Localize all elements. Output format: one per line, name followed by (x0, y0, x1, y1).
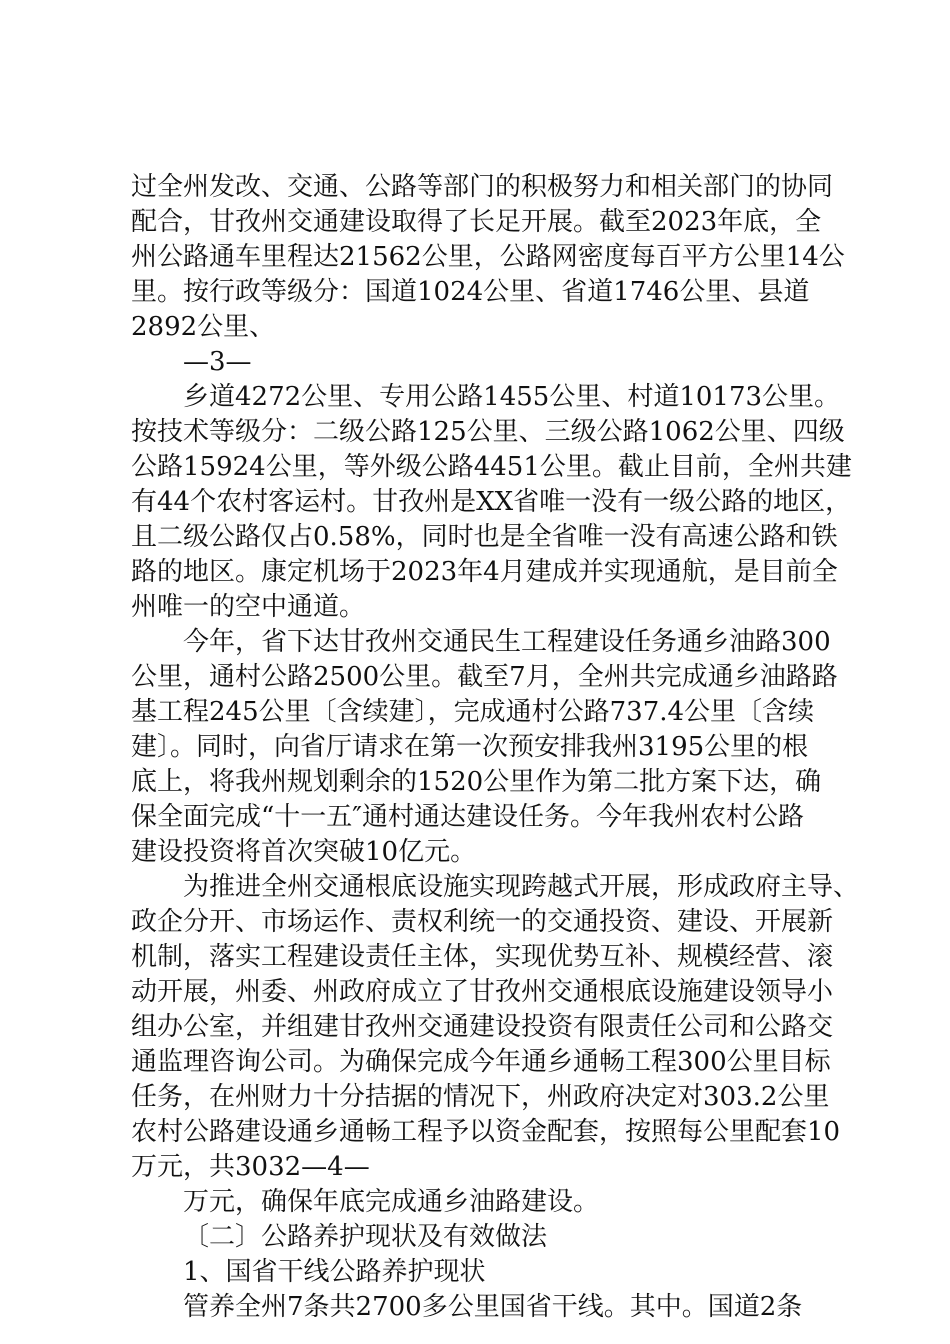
text-line: 按技术等级分：二级公路125公里、三级公路1062公里、四级 (131, 417, 845, 447)
text-line: 公里，通村公路2500公里。截至7月，全州共完成通乡油路路 (131, 662, 838, 692)
text-line: 建设投资将首次突破10亿元。 (131, 837, 477, 867)
text-line: 底上，将我州规划剩余的1520公里作为第二批方案下达，确 (131, 767, 822, 797)
text-line: 保全面完成“十一五″通村通达建设任务。今年我州农村公路 (131, 802, 805, 832)
text-line: 建〕。同时，向省厅请求在第一次预安排我州3195公里的根 (131, 732, 809, 762)
text-line: 万元，确保年底完成通乡油路建设。 (183, 1187, 600, 1217)
text-line: 动开展，州委、州政府成立了甘孜州交通根底设施建设领导小 (131, 977, 834, 1007)
text-line: 里。按行政等级分：国道1024公里、省道1746公里、县道 (131, 277, 810, 307)
text-line: 州公路通车里程达21562公里，公路网密度每百平方公里14公 (131, 242, 845, 272)
text-line: 今年，省下达甘孜州交通民生工程建设任务通乡油路300 (183, 627, 831, 657)
text-line: 过全州发改、交通、公路等部门的积极努力和相关部门的协同 (131, 172, 834, 202)
text-line: 配合，甘孜州交通建设取得了长足开展。截至2023年底，全 (131, 207, 822, 237)
text-line: 为推进全州交通根底设施实现跨越式开展，形成政府主导、 (183, 872, 860, 902)
text-line: 管养全州7条共2700多公里国省干线。其中。国道2条 (183, 1292, 803, 1322)
text-line: 基工程245公里〔含续建〕，完成通村公路737.4公里〔含续 (131, 697, 815, 727)
text-line: 有44个农村客运村。甘孜州是XX省唯一没有一级公路的地区， (131, 487, 852, 517)
text-line: 公路15924公里，等外级公路4451公里。截止目前，全州共建 (131, 452, 852, 482)
text-line: 州唯一的空中通道。 (131, 592, 366, 622)
text-line: 1、国省干线公路养护现状 (183, 1257, 486, 1287)
text-line: 〔二〕公路养护现状及有效做法 (183, 1222, 548, 1252)
text-line: 万元，共3032—4— (131, 1152, 370, 1182)
text-line: 机制，落实工程建设责任主体，实现优势互补、规模经营、滚 (131, 942, 834, 972)
text-line: 乡道4272公里、专用公路1455公里、村道10173公里。 (183, 382, 841, 412)
text-line: 路的地区。康定机场于2023年4月建成并实现通航，是目前全 (131, 557, 838, 587)
text-line: 组办公室，并组建甘孜州交通建设投资有限责任公司和公路交 (131, 1012, 834, 1042)
document-body (131, 170, 860, 1325)
text-line: 农村公路建设通乡通畅工程予以资金配套，按照每公里配套10 (131, 1117, 841, 1147)
text-line: 任务，在州财力十分拮据的情况下，州政府决定对303.2公里 (131, 1082, 830, 1112)
text-line: —3— (183, 347, 252, 377)
text-line: 通监理咨询公司。为确保完成今年通乡通畅工程300公里目标 (131, 1047, 831, 1077)
text-line: 政企分开、市场运作、责权利统一的交通投资、建设、开展新 (131, 907, 834, 937)
text-line: 且二级公路仅占0.58%，同时也是全省唯一没有高速公路和铁 (131, 522, 838, 552)
text-line: 2892公里、 (131, 312, 276, 342)
